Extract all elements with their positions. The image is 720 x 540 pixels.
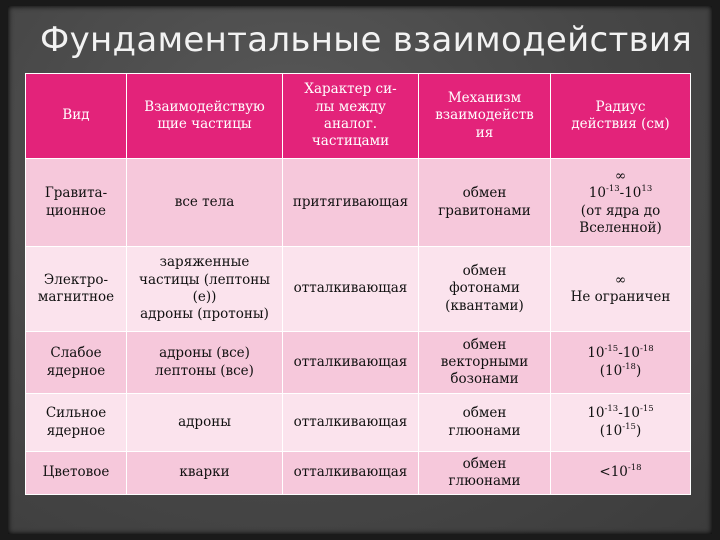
radius-range: $<10^{-18}$ [599, 463, 642, 481]
cell-mechanism: обмен глюонами [419, 394, 551, 452]
cell-particles: все тела [127, 159, 283, 247]
cell-force: отталкивающая [283, 394, 419, 452]
infinity-symbol: ∞ [614, 271, 627, 288]
header-force-character: Характер си- лы между аналог. частицами [283, 74, 419, 159]
cell-force: отталкивающая [283, 247, 419, 332]
cell-particles: адроны [127, 394, 283, 452]
cell-kind: Цветовое [26, 452, 127, 495]
table-row-gravitational [26, 159, 691, 247]
cell-radius: ∞ $10^{-13}-10^{13}$ (от ядра до Вселенной) [551, 159, 691, 247]
table-row-color [26, 452, 691, 495]
header-kind: Вид [26, 74, 127, 159]
header-row [26, 74, 691, 159]
radius-range: $10^{-13}-10^{-15}$ [587, 404, 654, 422]
cell-force: притягивающая [283, 159, 419, 247]
cell-kind: Слабое ядерное [26, 332, 127, 394]
cell-particles: кварки [127, 452, 283, 495]
cell-radius [551, 332, 691, 394]
cell-particles: адроны (все) лептоны (все) [127, 332, 283, 394]
radius-range: $10^{-13}-10^{13}$ [588, 184, 653, 202]
cell-mechanism: обмен глюонами [419, 452, 551, 495]
table-row-strong [26, 394, 691, 452]
cell-mechanism: обмен фотонами (квантами) [419, 247, 551, 332]
cell-force: отталкивающая [283, 332, 419, 394]
header-radius: Радиус действия (см) [551, 74, 691, 159]
cell-radius [551, 452, 691, 495]
cell-kind: Гравита- ционное [26, 159, 127, 247]
slide-title: Фундаментальные взаимодействия [40, 20, 693, 60]
cell-mechanism: обмен гравитонами [419, 159, 551, 247]
cell-force: отталкивающая [283, 452, 419, 495]
table-row-weak [26, 332, 691, 394]
radius-typical: $(10^{-15})$ [599, 421, 642, 439]
cell-radius [551, 394, 691, 452]
interactions-table [25, 73, 691, 495]
slide [8, 6, 712, 534]
radius-typical: $(10^{-18})$ [599, 361, 642, 379]
cell-particles: заряженные частицы (лептоны (e)) адроны (протоны) [127, 247, 283, 332]
infinity-symbol: ∞ [614, 167, 627, 184]
radius-range: $10^{-15}-10^{-18}$ [587, 344, 654, 362]
header-particles: Взаимодействую щие частицы [127, 74, 283, 159]
cell-radius: ∞ Не ограничен [551, 247, 691, 332]
cell-kind: Сильное ядерное [26, 394, 127, 452]
cell-mechanism: обмен векторными бозонами [419, 332, 551, 394]
header-mechanism: Механизм взаимодейств ия [419, 74, 551, 159]
cell-kind: Электро- магнитное [26, 247, 127, 332]
table-row-electromagnetic [26, 247, 691, 332]
